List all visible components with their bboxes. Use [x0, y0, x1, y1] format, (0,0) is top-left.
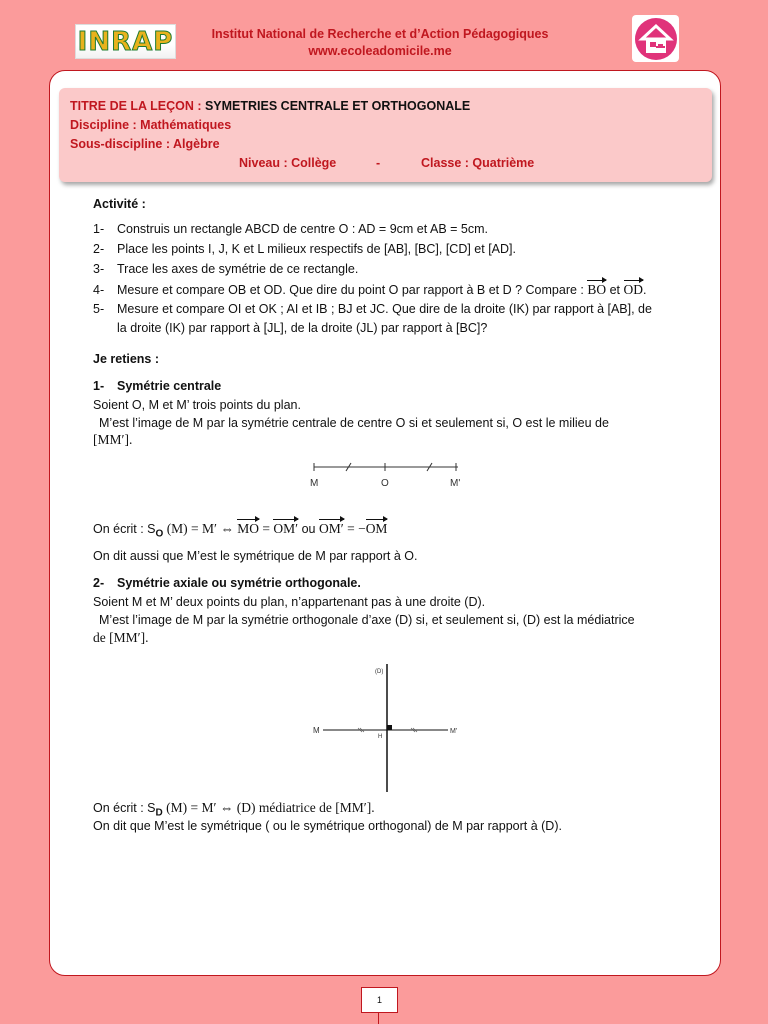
label-m-prime: M': [450, 728, 458, 735]
activity-item-5-cont: la droite (IK) par rapport à [JL], de la droite (JL) par rapport à [BC]?: [117, 321, 488, 335]
section2-ecrit: On écrit : $S_D$ (M) = M′ ⇔ (D) médiatrice de [MM′].: [93, 800, 375, 819]
section2-line2: M’est l’image de M par la symétrie orthogonale d’axe (D) si, et seulement si, (D) est la médiatrice: [99, 613, 635, 627]
home-icon: [634, 17, 678, 61]
label-m: M: [310, 478, 319, 489]
label-m-prime: M': [450, 478, 461, 489]
activity-item-4: 4- Mesure et compare OB et OD. Que dire du point O par rapport à B et D ? Compare : BO et OD.: [93, 282, 647, 297]
section2-line3: de [MM′].: [93, 630, 149, 645]
inrap-logo: INRAP: [75, 24, 176, 59]
section2-dit: On dit que M’est le symétrique ( ou le symétrique orthogonal) de M par rapport à (D).: [93, 819, 562, 833]
vector-om-prime: OM′: [273, 521, 299, 536]
lesson-title-box: [59, 88, 712, 182]
vector-mo: MO: [237, 521, 260, 536]
activity-item-2: 2- Place les points I, J, K et L milieux respectifs de [AB], [BC], [CD] et [AD].: [93, 242, 516, 256]
right-angle-mark: [387, 725, 392, 730]
activity-heading: Activité :: [93, 197, 146, 211]
activity-item-5: 5- Mesure et compare OI et OK ; AI et IB ; BJ et JC. Que dire de la droite (IK) par rapport à [AB], de: [93, 302, 652, 316]
central-symmetry-figure: [300, 455, 470, 495]
label-d: (D): [375, 669, 384, 675]
orthogonal-symmetry-figure: [308, 662, 468, 794]
retiens-heading: Je retiens :: [93, 352, 160, 366]
vector-om-prime-2: OM′: [318, 521, 344, 536]
vector-om: OM: [365, 521, 388, 536]
vector-od: OD: [623, 282, 643, 297]
section1-ecrit: On écrit : $S_O$ (M) = M′ ⇔ MO = OM′ ou OM′ = −OM: [93, 521, 388, 540]
label-h: H: [378, 734, 383, 740]
activity-item-1: 1- Construis un rectangle ABCD de centre O : AD = 9cm et AB = 5cm.: [93, 222, 489, 236]
section1-title: 1- Symétrie centrale: [93, 379, 222, 393]
section1-line2: M’est l’image de M par la symétrie centrale de centre O si et seulement si, O est le milieu de: [99, 416, 609, 430]
section2-title: 2- Symétrie axiale ou symétrie orthogonale.: [93, 576, 361, 590]
section1-line3: [MM′].: [93, 432, 133, 447]
niveau: Niveau : Collège: [239, 156, 337, 170]
page-number: 1: [361, 987, 398, 1013]
section1-aussi: On dit aussi que M’est le symétrique de M par rapport à O.: [93, 549, 418, 563]
institute-name: Institut National de Recherche et d’Action Pédagogiques: [211, 27, 549, 41]
lesson-title: TITRE DE LA LEÇON : SYMETRIES CENTRALE ET ORTHOGONALE: [70, 99, 471, 113]
header-title: [180, 26, 580, 60]
vector-bo: BO: [587, 282, 607, 297]
page-number-connector: [378, 1012, 379, 1024]
label-o: O: [381, 478, 389, 489]
section2-line1: Soient M et M’ deux points du plan, n’appartenant pas à une droite (D).: [93, 595, 486, 609]
discipline: Discipline : Mathématiques: [70, 118, 232, 132]
website-link[interactable]: www.ecoleadomicile.me: [308, 44, 452, 58]
section1-line1: Soient O, M et M’ trois points du plan.: [93, 398, 301, 412]
school-home-logo: [632, 15, 679, 62]
separator-dash: -: [376, 156, 381, 170]
activity-item-3: 3- Trace les axes de symétrie de ce rectangle.: [93, 262, 359, 276]
label-m: M: [313, 726, 320, 735]
sub-discipline: Sous-discipline : Algèbre: [70, 137, 220, 151]
classe: Classe : Quatrième: [421, 156, 535, 170]
